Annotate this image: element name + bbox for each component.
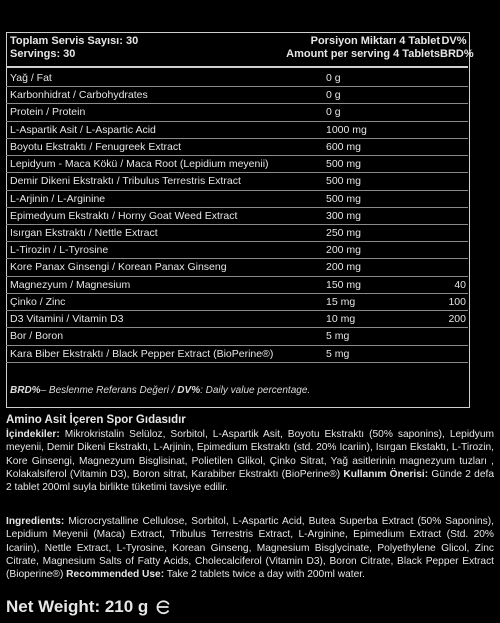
table-row (6, 104, 468, 121)
footnote (10, 385, 310, 396)
usage-tr-text: Günde 2 defa 2 tablet 200ml suyla birlikte tüketimi tavsiye edilir. (6, 468, 494, 494)
row-name: D3 Vitamini / Vitamin D3 (10, 313, 124, 326)
row-amount: 500 mg (326, 158, 362, 171)
table-row (6, 225, 468, 242)
ingredients-en-label: Ingredients: (6, 516, 65, 527)
row-amount: 5 mg (326, 330, 350, 343)
row-amount: 0 g (326, 106, 341, 119)
ingredients-en-paragraph (6, 515, 494, 581)
row-amount: 200 mg (326, 261, 362, 274)
portion-block (278, 35, 440, 61)
table-row (6, 87, 468, 104)
portion-tr: Porsiyon Miktarı 4 Tablet (310, 35, 440, 47)
servings-block (10, 35, 138, 61)
row-amount: 150 mg (326, 278, 362, 291)
row-name: L-Tirozin / L-Tyrosine (10, 244, 109, 257)
row-name: Boyotu Ekstraktı / Fenugreek Extract (10, 140, 181, 153)
row-amount: 0 g (326, 89, 341, 102)
table-row (6, 208, 468, 225)
footnote-brd-text: – Beslenme Referans Değeri / (40, 385, 178, 396)
row-name: Çinko / Zinc (10, 295, 66, 308)
row-amount: 300 mg (326, 209, 362, 222)
row-name: Kore Panax Ginsengi / Korean Panax Ginseng (10, 261, 227, 274)
row-amount: 0 g (326, 72, 341, 84)
usage-tr-label: Kullanım Önerisi: (340, 468, 429, 480)
row-name: Yağ / Fat (10, 72, 52, 84)
table-row (6, 191, 468, 208)
row-amount: 10 mg (326, 313, 356, 326)
footnote-dv: DV% (177, 385, 201, 396)
ingredients-tr-paragraph (6, 428, 494, 494)
row-name: L-Aspartik Asit / L-Aspartic Acid (10, 123, 156, 136)
ingredients-tr-text: Mikrokristalin Selüloz, Sorbitol, L-Aspartik Asit, Boyotu Ekstraktı (50% saponins), Lepidyum meyenii, Demir Dikeni Ekstraktı, L-Arjinin, Epimedium Ekstraktı (std. 20% Icariin), Isırgan Ekstaktı, L-Tirozin, Kore Ginsengi, Magnezyum Bisglisinat, Polietilen Glikol, Çinko Sitrat, Yağ asitlerinin magnezyum tuzları , Kolakalsiferol (Vitamin D3), Boron sitrat, Karabiber Ekstraktı (BioPerine®) (6, 429, 494, 480)
row-amount: 600 mg (326, 140, 362, 153)
usage-en-label: Recommended Use: (63, 569, 165, 581)
portion-en: Amount per serving 4 Tablets (286, 48, 440, 60)
footnote-brd: BRD% (10, 385, 41, 396)
table-row (6, 173, 468, 190)
net-weight: Net Weight: 210 g (6, 597, 149, 616)
row-amount: 15 mg (326, 295, 356, 308)
row-name: Karbonhidrat / Carbohydrates (10, 89, 148, 102)
row-name: Protein / Protein (10, 106, 86, 119)
table-row (6, 122, 468, 139)
row-amount: 500 mg (326, 175, 362, 188)
row-name: Kara Biber Ekstraktı / Black Pepper Extract (BioPerine®) (10, 347, 274, 360)
row-amount: 250 mg (326, 226, 362, 239)
table-row (6, 277, 468, 294)
servings-en: Servings: 30 (10, 48, 76, 60)
usage-en-text: Take 2 tablets twice a day with 200ml water. (164, 569, 365, 581)
table-row (6, 70, 468, 87)
row-dv: 200 (448, 313, 466, 326)
table-row (6, 156, 468, 173)
row-amount: 1000 mg (326, 123, 367, 136)
table-row (6, 311, 468, 328)
row-name: L-Arjinin / L-Arginine (10, 192, 106, 205)
section-title: Amino Asit İçeren Spor Gıdasıdır (6, 414, 186, 426)
dv-label: DV% (441, 35, 467, 47)
ingredients-tr-label: İçindekiler: (6, 429, 60, 440)
table-row (6, 328, 468, 345)
row-name: Lepidyum - Maca Kökü / Maca Root (Lepidium meyenii) (10, 158, 269, 171)
footnote-dv-text: : Daily value percentage. (200, 385, 311, 396)
nutrition-rows (6, 70, 468, 363)
dv-block (440, 35, 474, 61)
table-row (6, 242, 468, 259)
row-dv: 100 (448, 295, 466, 308)
row-name: Isırgan Ekstraktı / Nettle Extract (10, 226, 158, 239)
row-name: Demir Dikeni Ekstraktı / Tribulus Terrestris Extract (10, 175, 241, 188)
row-name: Epimedyum Ekstraktı / Horny Goat Weed Extract (10, 209, 238, 222)
estimated-sign-icon (155, 599, 171, 620)
nutrition-header (6, 32, 474, 68)
row-name: Bor / Boron (10, 330, 64, 343)
ingredients-en-text: Microcrystalline Cellulose, Sorbitol, L-Aspartic Acid, Butea Superba Extract (50% Saponins), Lepidium Meyenii (Maca) Extract, Tribulus Terrestris Extract, L-Arginine, Epimedium Extract (Std. 20% Icariin), Nettle Extract, L-Tyrosine, Korean Ginseng, Magnesium Bisglycinate, Polyethylene Glicol, Zinc Citrate, Magnesium Salts of Fatty Acids, Cholecalciferol (Vitamin D3), Boron Citrate, Black Pepper Extract (Bioperine®) (6, 516, 494, 581)
table-row (6, 294, 468, 311)
servings-tr: Toplam Servis Sayısı: 30 (10, 35, 139, 47)
table-row (6, 346, 468, 363)
table-row (6, 139, 468, 156)
table-row (6, 259, 468, 276)
brd-label: BRD% (440, 48, 474, 60)
row-amount: 5 mg (326, 347, 350, 360)
row-amount: 200 mg (326, 244, 362, 257)
row-amount: 500 mg (326, 192, 362, 205)
row-dv: 40 (454, 278, 466, 291)
row-name: Magnezyum / Magnesium (10, 278, 131, 291)
net-weight-row (6, 597, 171, 620)
